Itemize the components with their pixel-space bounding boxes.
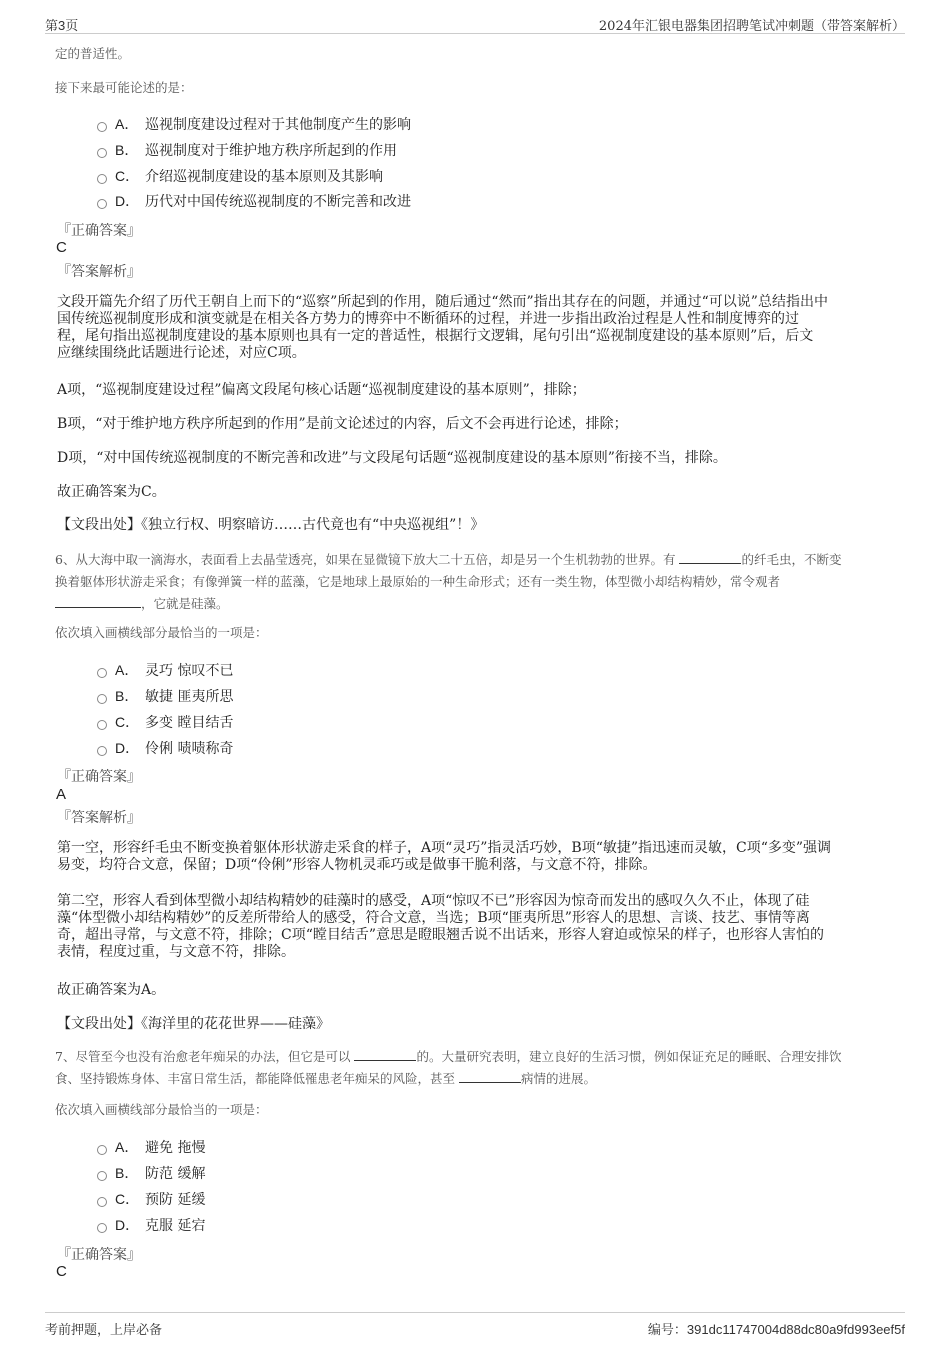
q5-note-d: D项，“对中国传统巡视制度的不断完善和改进”与文段尾句话题“巡视制度建设的基本原则”衔接不当，排除。 <box>57 450 727 466</box>
option-letter: D． <box>115 193 140 209</box>
q6-option-a[interactable] <box>97 660 233 680</box>
q7-answer-label: 『正确答案』 <box>57 1247 141 1263</box>
radio-icon[interactable] <box>97 148 107 158</box>
q6-option-d[interactable] <box>97 738 233 758</box>
q5-prompt: 接下来最可能论述的是： <box>55 80 193 95</box>
q5-option-d[interactable] <box>97 191 411 211</box>
analysis-line: 奇，超出寻常，与文意不符，排除；C项“瞠目结舌”意思是瞪眼翘舌说不出话来，形容人窘迫或惊呆的样子，也形容人害怕的 <box>57 927 825 943</box>
q6-stem <box>55 549 841 615</box>
radio-icon[interactable] <box>97 1145 107 1155</box>
radio-icon[interactable] <box>97 122 107 132</box>
document-serial: 编号：391dc11747004d88dc80a9fd993eef5f <box>647 1322 905 1337</box>
option-text: 防范 缓解 <box>145 1166 206 1182</box>
option-letter: A． <box>115 662 139 678</box>
q7-stem <box>55 1046 841 1090</box>
q7-answer: C <box>56 1263 67 1280</box>
analysis-line: 国传统巡视制度形成和演变就是在相关各方势力的博弈中不断循环的过程，并进一步指出政治过程是人性和制度博弈的过 <box>57 311 799 327</box>
radio-icon[interactable] <box>97 746 107 756</box>
q7-option-d[interactable] <box>97 1215 205 1235</box>
radio-icon[interactable] <box>97 1223 107 1233</box>
radio-icon[interactable] <box>97 1197 107 1207</box>
q5-note-b: B项，“对于维护地方秩序所起到的作用”是前文论述过的内容，后文不会再进行论述，排除； <box>57 416 628 432</box>
option-text: 巡视制度建设过程对于其他制度产生的影响 <box>145 117 411 133</box>
footer-slogan: 考前押题，上岸必备 <box>45 1323 163 1338</box>
option-letter: A． <box>115 116 139 132</box>
q5-answer-label: 『正确答案』 <box>57 223 141 239</box>
option-letter: D． <box>115 740 140 756</box>
option-text: 预防 延缓 <box>145 1192 206 1208</box>
analysis-line: 应继续围绕此话题进行论述，对应C项。 <box>57 345 306 361</box>
option-letter: D． <box>115 1217 140 1233</box>
q5-option-a[interactable] <box>97 114 411 134</box>
q5-analysis <box>57 294 828 362</box>
q5-analysis-label: 『答案解析』 <box>57 264 141 280</box>
stem-line: 食、坚持锻炼身体、丰富日常生活，都能降低罹患老年痴呆的风险，甚至 病情的进展。 <box>55 1071 597 1086</box>
option-text: 灵巧 惊叹不已 <box>145 663 234 679</box>
option-letter: A． <box>115 1139 139 1155</box>
radio-icon[interactable] <box>97 668 107 678</box>
q7-option-c[interactable] <box>97 1189 205 1209</box>
stem-line: 6、从大海中取一滴海水，表面看上去晶莹透亮，如果在显微镜下放大二十五倍，却是另一个生机勃勃的世界。有 的纤毛虫，不断变 <box>55 552 842 567</box>
option-text: 历代对中国传统巡视制度的不断完善和改进 <box>145 194 411 210</box>
q7-option-a[interactable] <box>97 1137 205 1157</box>
q6-analysis-para1 <box>57 840 831 874</box>
page-footer <box>45 1312 905 1338</box>
q6-source: 【文段出处】《海洋里的花花世界——硅藻》 <box>57 1016 330 1032</box>
q6-conclusion: 故正确答案为A。 <box>57 982 166 998</box>
q6-answer-label: 『正确答案』 <box>57 769 141 785</box>
q7-prompt: 依次填入画横线部分最恰当的一项是： <box>55 1102 268 1117</box>
q6-option-b[interactable] <box>97 686 233 706</box>
fill-blank <box>459 1071 521 1083</box>
q7-option-b[interactable] <box>97 1163 205 1183</box>
analysis-line: 藻“体型微小却结构精妙”的反差所带给人的感受，符合文意，当选；B项“匪夷所思”形容人的思想、言谈、技艺、事情等离 <box>57 910 810 926</box>
radio-icon[interactable] <box>97 720 107 730</box>
q5-option-b[interactable] <box>97 140 397 160</box>
q6-analysis-para2 <box>57 893 824 961</box>
analysis-line: 文段开篇先介绍了历代王朝自上而下的“巡察”所起到的作用，随后通过“然而”指出其存在的问题，并通过“可以说”总结指出中 <box>57 294 828 310</box>
fill-blank <box>354 1049 416 1061</box>
option-letter: C． <box>115 168 140 184</box>
option-text: 敏捷 匪夷所思 <box>145 689 234 705</box>
radio-icon[interactable] <box>97 174 107 184</box>
q5-option-c[interactable] <box>97 166 383 186</box>
q5-conclusion: 故正确答案为C。 <box>57 484 166 500</box>
option-text: 介绍巡视制度建设的基本原则及其影响 <box>145 169 383 185</box>
q5-source: 【文段出处】《独立行权、明察暗访……古代竟也有“中央巡视组”！》 <box>57 517 485 533</box>
radio-icon[interactable] <box>97 199 107 209</box>
stem-line: ，它就是硅藻。 <box>55 593 841 615</box>
analysis-line: 表情，程度过重，与文意不符，排除。 <box>57 944 295 960</box>
page-header <box>45 12 905 34</box>
option-letter: B． <box>115 142 139 158</box>
stem-line: 换着躯体形状游走采食；有像弹簧一样的蓝藻，它是地球上最原始的一种生命形式；还有一类生物，体型微小却结构精妙，常令观者 <box>55 574 781 589</box>
q5-note-a: A项，“巡视制度建设过程”偏离文段尾句核心话题“巡视制度建设的基本原则”，排除； <box>57 382 586 398</box>
analysis-line: 易变，均符合文意，保留；D项“伶俐”形容人物机灵乖巧或是做事干脆利落，与文意不符，排除。 <box>57 857 657 873</box>
q6-analysis-label: 『答案解析』 <box>57 810 141 826</box>
q6-option-c[interactable] <box>97 712 233 732</box>
stem-line: 7、尽管至今也没有治愈老年痴呆的办法，但它是可以 的。大量研究表明，建立良好的生活习惯，例如保证充足的睡眠、合理安排饮 <box>55 1049 842 1064</box>
option-letter: B． <box>115 1165 139 1181</box>
q6-prompt: 依次填入画横线部分最恰当的一项是： <box>55 625 268 640</box>
option-text: 巡视制度对于维护地方秩序所起到的作用 <box>145 143 397 159</box>
option-letter: C． <box>115 714 140 730</box>
page-number: 第3页 <box>45 18 79 33</box>
q5-answer: C <box>56 239 67 256</box>
option-text: 伶俐 啧啧称奇 <box>145 741 234 757</box>
analysis-line: 程，尾句指出巡视制度建设的基本原则也具有一定的普适性，根据行文逻辑，尾句引出“巡视制度建设的基本原则”后，后文 <box>57 328 814 344</box>
option-text: 避免 拖慢 <box>145 1140 206 1156</box>
option-letter: C． <box>115 1191 140 1207</box>
radio-icon[interactable] <box>97 1171 107 1181</box>
fill-blank <box>679 552 741 564</box>
option-letter: B． <box>115 688 139 704</box>
q5-stem-tail: 定的普适性。 <box>55 46 131 61</box>
analysis-line: 第二空，形容人看到体型微小却结构精妙的硅藻时的感受，A项“惊叹不已”形容因为惊奇而发出的感叹久久不止，体现了硅 <box>57 893 810 909</box>
option-text: 克服 延宕 <box>145 1218 206 1234</box>
document-title: 2024年汇银电器集团招聘笔试冲刺题（带答案解析） <box>598 19 905 34</box>
q6-answer: A <box>56 786 67 803</box>
analysis-line: 第一空，形容纤毛虫不断变换着躯体形状游走采食的样子，A项“灵巧”指灵活巧妙，B项“敏捷”指迅速而灵敏，C项“多变”强调 <box>57 840 832 856</box>
radio-icon[interactable] <box>97 694 107 704</box>
option-text: 多变 瞠目结舌 <box>145 715 234 731</box>
fill-blank <box>55 596 141 608</box>
